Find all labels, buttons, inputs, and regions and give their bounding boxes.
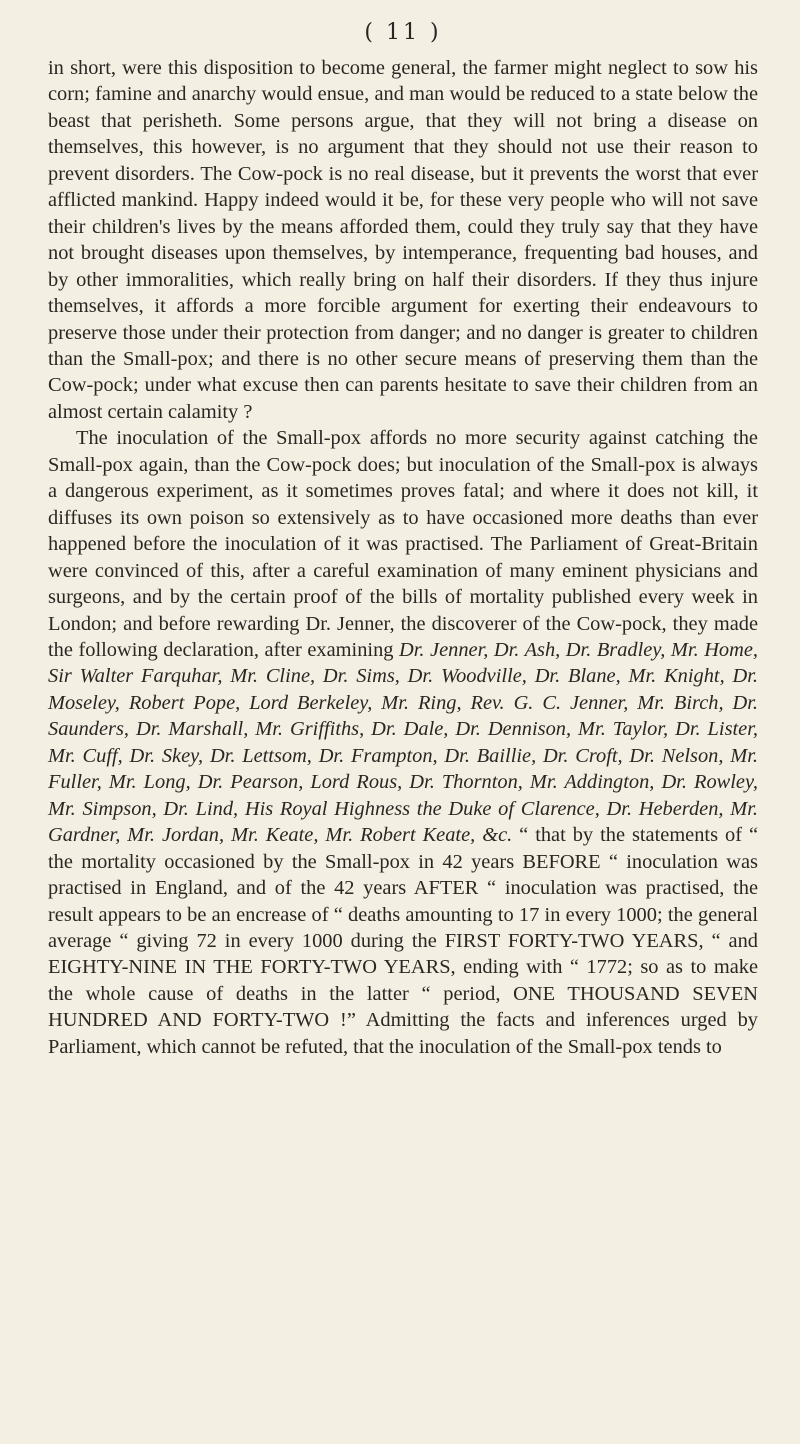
physician-names: Dr. Jenner, Dr. Ash, Dr. Bradley, Mr. Home, Sir Walter Farquhar, Mr. Cline, Dr. Sims, Dr. Woodville, Dr. Blane, Mr. Knight, Dr. Moseley, Robert Pope, Lord Berkeley, Mr. Ring, Rev. G. C. Jenner, Mr. Birch, Dr. Saunders, Dr. Marshall, Mr. Griffiths, Dr. Dale, Dr. Dennison, Mr. Taylor, Dr. Lister, Mr. Cuff, Dr. Skey, Dr. Lettsom, Dr. Frampton, Dr. Baillie, Dr. Croft, Dr. Nelson, Mr. Fuller, Mr. Long, Dr. Pearson, Lord Rous, Dr. Thornton, Mr. Addington, Dr. Rowley, Mr. Simpson, Dr. Lind, His Royal Highness the Duke of Clarence, Dr. Heberden, Mr. Gardner, Mr. Jordan, Mr. Keate, Mr. Robert Keate, &c.	[48, 638, 758, 847]
page-number: ( 11 )	[364, 20, 442, 45]
body-text	[48, 55, 758, 1060]
paragraph-2	[48, 425, 758, 1060]
paragraph-1: in short, were this disposition to become general, the farmer might neglect to sow his corn; famine and anarchy would ensue, and man would be reduced to a state below the beast that perisheth. Some persons argue, that they will not bring a disease on themselves, this however, is no argument that they should not use their reason to prevent disorders. The Cow-pock is no real disease, but it prevents the worst that ever afflicted mankind. Happy indeed would it be, for these very people who will not save their children's lives by the means afforded them, could they truly say that they have not brought diseases upon themselves, by intemperance, frequenting bad houses, and by other immoralities, which really bring on half their disorders. If they thus injure themselves, it affords a more forcible argument for exerting their endeavours to preserve those under their protection from danger; and no danger is greater to children than the Small-pox; and there is no other secure means of preserving them than the Cow-pock; under what excuse then can parents hesitate to save their children from an almost certain calamity ?	[48, 57, 758, 423]
paragraph-2-declaration: “ that by the statements of “ the mortality occasioned by the Small-pox in 42 years BEFORE “ inoculation was practised in England, and of the 42 years AFTER “ inoculation was practised, the result appears to be an encrease of “ deaths amounting to 17 in every 1000; the general average “ giving 72 in every 1000 during the FIRST FORTY-TWO YEARS, “ and EIGHTY-NINE IN THE FORTY-TWO YEARS, ending with “ 1772; so as to make the whole cause of deaths in the latter “ period, ONE THOUSAND SEVEN HUNDRED AND FORTY-TWO !” Admitting the facts and inferences urged by Parliament, which cannot be refuted, that the inoculation of the Small-pox tends to	[48, 824, 758, 1058]
paragraph-2-intro: The inoculation of the Small-pox affords no more security against catching the Small-pox again, than the Cow-pock does; but inoculation of the Small-pox is always a dangerous experiment, as it sometimes proves fatal; and where it does not kill, it diffuses its own poison so extensively as to have occasioned more deaths than ever happened before the inoculation of it was practised. The Parliament of Great-Britain were convinced of this, after a careful examination of many eminent physicians and surgeons, and by the certain proof of the bills of mortality published every week in London; and before rewarding Dr. Jenner, the discoverer of the Cow-pock, they made the following declaration, after examining	[48, 427, 758, 661]
